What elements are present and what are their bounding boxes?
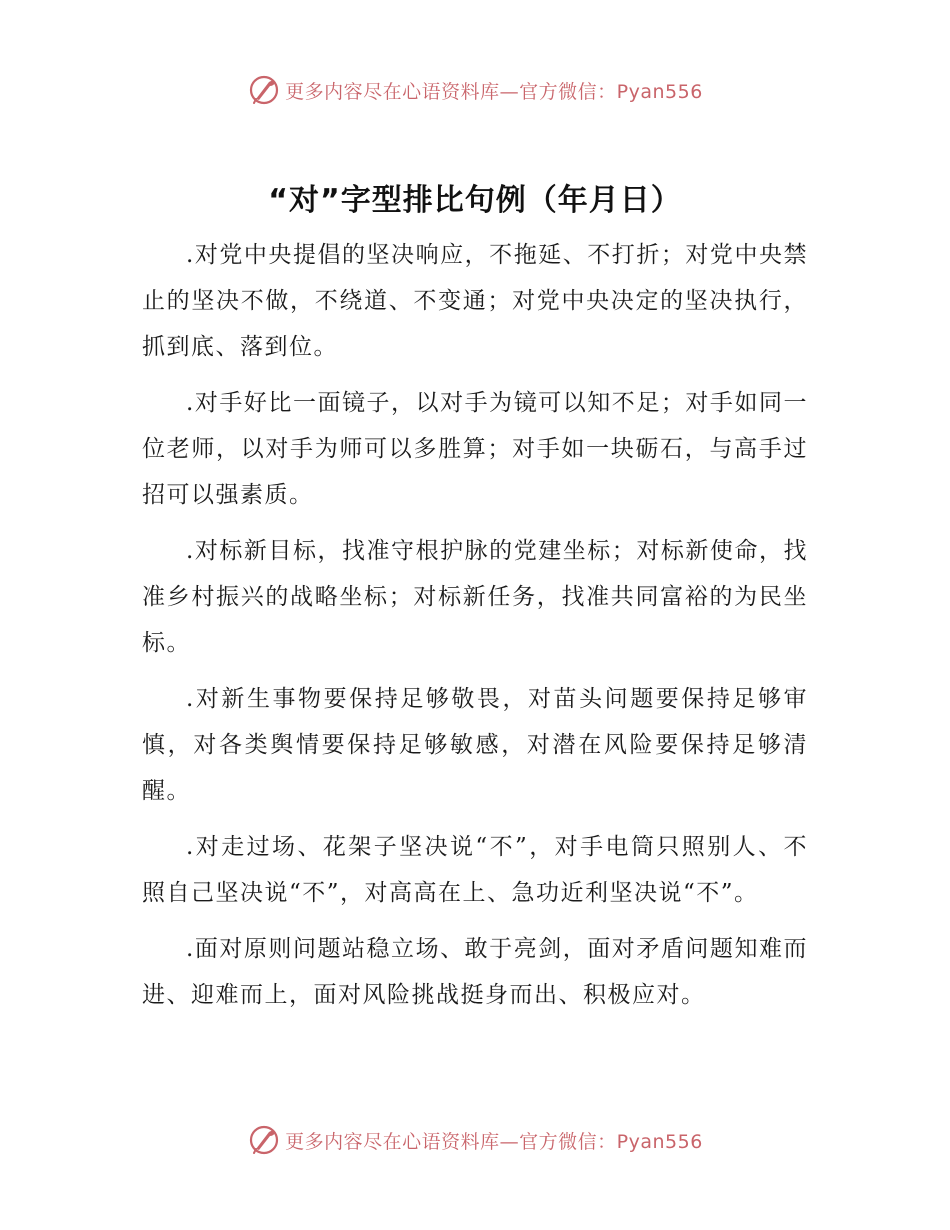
paragraph-1: .对党中央提倡的坚决响应，不拖延、不打折；对党中央禁止的坚决不做，不绕道、不变通；对党中央决定的坚决执行，抓到底、落到位。 (142, 242, 808, 360)
paragraph-6: .面对原则问题站稳立场、敢于亮剑，面对矛盾问题知难而进、迎难而上，面对风险挑战挺身而出、积极应对。 (142, 936, 808, 1008)
paragraph-2: .对手好比一面镜子，以对手为镜可以知不足；对手如同一位老师，以对手为师可以多胜算；对手如一块砺石，与高手过招可以强素质。 (142, 390, 808, 508)
banner-text: 更多内容尽在心语资料库—官方微信：Pyan556 (285, 1130, 703, 1153)
document-title: “对”字型排比句例（年月日） (268, 183, 682, 218)
paragraph-5: .对走过场、花架子坚决说“不”，对手电筒只照别人、不照自己坚决说“不”，对高高在上、急功近利坚决说“不”。 (142, 834, 808, 906)
header-banner (0, 70, 950, 110)
banner-text: 更多内容尽在心语资料库—官方微信：Pyan556 (285, 80, 703, 103)
footer-banner (0, 1120, 950, 1160)
wechat-handle: Pyan556 (616, 80, 703, 103)
wechat-handle: Pyan556 (616, 1130, 703, 1153)
quill-pen-icon (247, 73, 281, 107)
paragraph-4: .对新生事物要保持足够敬畏，对苗头问题要保持足够审慎，对各类舆情要保持足够敏感，对潜在风险要保持足够清醒。 (142, 686, 808, 804)
document-body (142, 232, 808, 1028)
paragraph-3: .对标新目标，找准守根护脉的党建坐标；对标新使命，找准乡村振兴的战略坐标；对标新任务，找准共同富裕的为民坐标。 (142, 538, 808, 656)
quill-pen-icon (247, 1123, 281, 1157)
